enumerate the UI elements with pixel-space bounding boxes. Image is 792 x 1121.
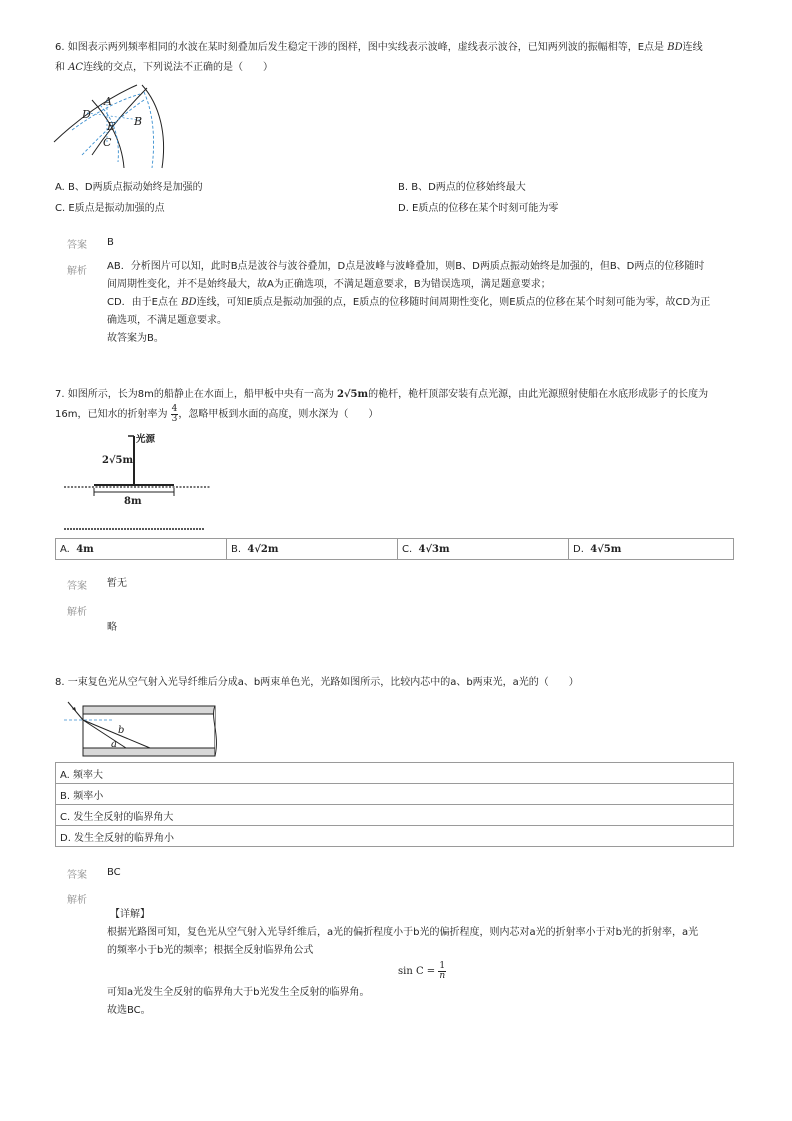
q8-stem: 8. 一束复色光从空气射入光导纤维后分成a、b两束单色光，光路如图所示，比较内芯中的a、b两束光，a光的（ ）	[55, 677, 579, 688]
fig-label-a: A	[104, 95, 112, 108]
q7-option-b[interactable]: B. 4√2m	[227, 539, 398, 560]
fig-ray-b: b	[118, 725, 125, 736]
q6-option-b[interactable]: B. B、D两点的位移始终最大	[398, 182, 526, 193]
q6-analysis-line3: CD．由于E点在 BD连线，可知E质点是振动加强的点，E质点的位移随时间周期性变化，则E质点的位移在某个时刻可能为零，故CD为正	[107, 297, 711, 308]
q7-boat-figure	[62, 430, 212, 535]
q8-analysis-line3: 可知a光发生全反射的临界角大于b光发生全反射的临界角。	[107, 987, 370, 998]
q6-analysis-line2: 间周期性变化，并不是始终最大，故A为正确选项，不满足题意要求，B为错误选项，满足题意要求；	[107, 279, 551, 290]
q6-option-d[interactable]: D. E质点的位移在某个时刻可能为零	[398, 203, 559, 214]
q6-stem-line1: 6. 如图表示两列频率相同的水波在某时刻叠加后发生稳定干涉的图样，图中实线表示波峰，虚线表示波谷，已知两列波的振幅相等，E点是 BD连线	[55, 42, 703, 53]
q7-option-a[interactable]: A. 4m	[56, 539, 227, 560]
q7-analysis: 略	[107, 622, 117, 633]
q8-fiber-figure	[58, 696, 223, 760]
q8-detail-title: 【详解】	[110, 909, 150, 920]
q8-answer-label: 答案	[67, 870, 87, 881]
q7-answer-label: 答案	[67, 581, 87, 592]
q6-answer: B	[107, 237, 114, 248]
q7-answer: 暂无	[107, 578, 127, 589]
q8-answer: BC	[107, 867, 121, 878]
q8-option-d[interactable]: D. 发生全反射的临界角小	[56, 826, 734, 847]
fig-ray-a: a	[111, 739, 117, 750]
q7-stem-line2: 16m，已知水的折射率为 $\frac{4}{3}$ ，忽略甲板到水面的高度，则水深为（ ）	[55, 403, 379, 424]
math-ac: AC	[68, 62, 84, 73]
q8-options-table	[55, 762, 734, 847]
math-bd: BD	[667, 42, 683, 53]
q7-options-table	[55, 538, 734, 560]
q6-analysis-line5: 故答案为B。	[107, 333, 164, 344]
q8-formula: sin C = $\frac{1}{n}$	[398, 961, 446, 981]
q6-answer-label: 答案	[67, 240, 87, 251]
fig-label-b: B	[134, 115, 143, 128]
fraction-1-n: $\frac{1}{n}$	[439, 961, 446, 981]
q7-stem-line1: 7. 如图所示，长为8m的船静止在水面上，船甲板中央有一高为 2√5m的桅杆，桅杆顶部安装有点光源，由此光源照射使船在水底形成影子的长度为	[55, 389, 709, 400]
q7-option-d[interactable]: D. 4√5m	[569, 539, 734, 560]
q8-option-a[interactable]: A. 频率大	[56, 763, 734, 784]
q6-analysis-line1: AB．分析图片可以知，此时B点是波谷与波谷叠加，D点是波峰与波峰叠加，则B、D两质点振动始终是加强的，但B、D两点的位移随时	[107, 261, 705, 272]
q8-option-b[interactable]: B. 频率小	[56, 784, 734, 805]
q6-analysis-line4: 确选项，不满足题意要求。	[107, 315, 227, 326]
q6-option-c[interactable]: C. E质点是振动加强的点	[55, 203, 165, 214]
q8-option-c[interactable]: C. 发生全反射的临界角大	[56, 805, 734, 826]
fig-label-e: E	[107, 120, 116, 133]
fig-light-label: 光源	[136, 434, 156, 445]
q8-analysis-line2: 的频率小于b光的频率；根据全反射临界角公式	[107, 945, 314, 956]
q8-analysis-line1: 根据光路图可知，复色光从空气射入光导纤维后，a光的偏折程度小于b光的偏折程度，则内芯对a光的折射率小于对b光的折射率，a光	[107, 927, 699, 938]
q8-analysis-label: 解析	[67, 895, 87, 906]
fig-label-c: C	[103, 136, 112, 149]
fig-label-d: D	[82, 108, 91, 121]
q6-analysis-label: 解析	[67, 266, 87, 277]
fig-length-label: 8m	[124, 496, 142, 507]
q6-interference-figure	[52, 80, 182, 170]
q8-analysis-line4: 故选BC。	[107, 1005, 151, 1016]
fraction-4-3: $\frac{4}{3}$	[171, 403, 178, 424]
q6-option-a[interactable]: A. B、D两质点振动始终是加强的	[55, 182, 203, 193]
q7-analysis-label: 解析	[67, 607, 87, 618]
fig-mast-label: 2√5m	[102, 455, 134, 466]
q6-stem-line2: 和 AC连线的交点，下列说法不正确的是（ ）	[55, 62, 274, 73]
q7-option-c[interactable]: C. 4√3m	[398, 539, 569, 560]
